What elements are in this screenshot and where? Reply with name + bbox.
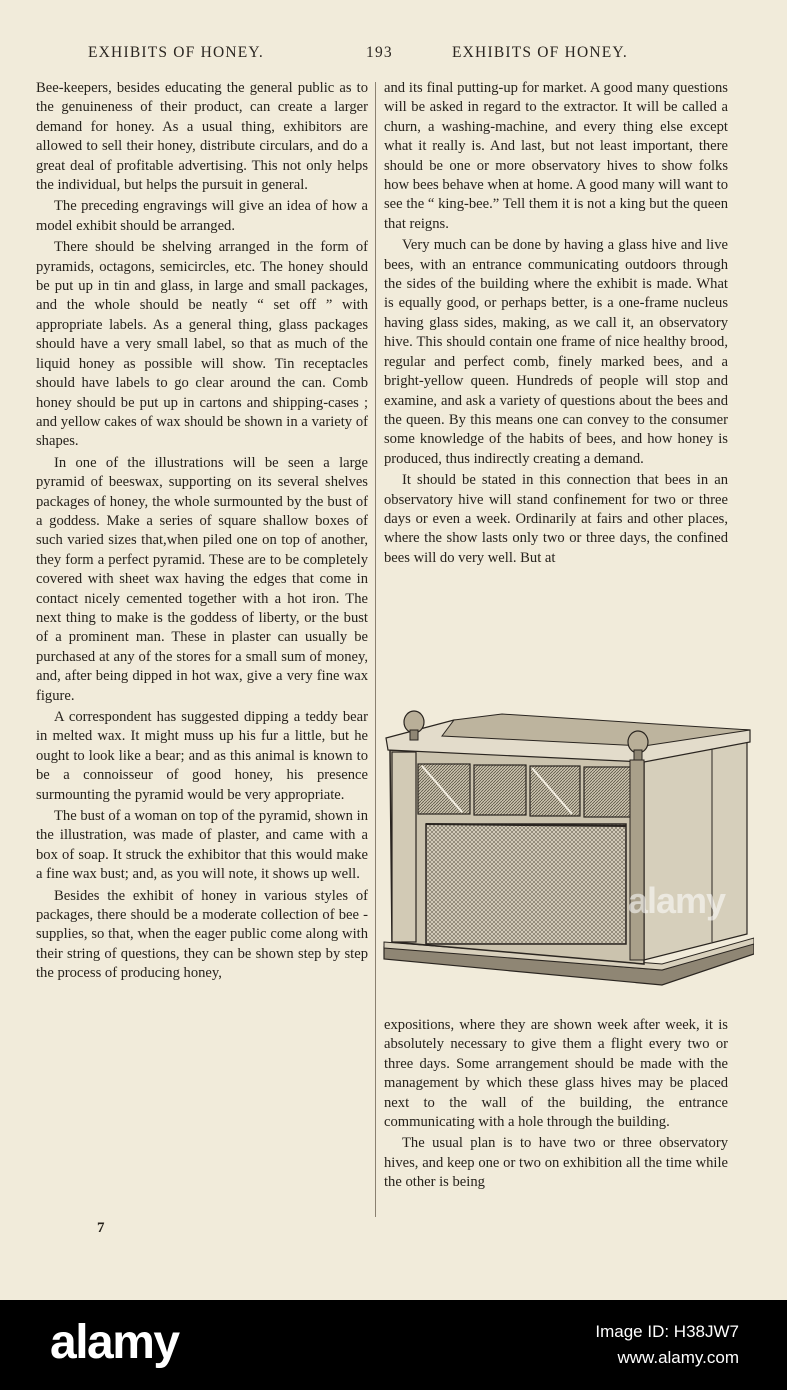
paragraph: In one of the illustrations will be seen a large pyramid of beeswax, supporting on its several shelves packages of honey, the whole surmounted by the bust of a goddess. Make a series of square shallow boxes of such varied sizes that,when piled one on top of another, they form a perfect pyramid. These are to be completely covered with sheet wax having the edges that come in contact nicely cemented together with a hot iron. The next thing to make is the goddess of liberty, or the bust of a prominent man. These in plaster can usually be purchased at any of the stores for a small sum of money, and, after being dipped in hot wax, give a very fine wax figure.: [36, 454, 368, 704]
paragraph: The usual plan is to have two or three observatory hives, and keep one or two on exhibition all the time while the other is being: [384, 1135, 728, 1191]
signature-mark: 7: [97, 1220, 105, 1236]
right-column-top: [384, 79, 728, 568]
observatory-hive-engraving: [382, 702, 754, 1004]
brand-logo[interactable]: alamy: [50, 1316, 179, 1369]
page-number: 193: [366, 44, 393, 61]
paragraph: The bust of a woman on top of the pyramid, shown in the illustration, was made of plaster, and came with a box of soap. It struck the exhibitor that this would make a fine wax bust; and, as you will note, it shows up well.: [36, 808, 368, 883]
paragraph: Very much can be done by having a glass hive and live bees, with an entrance communicating outdoors through the sides of the building where the exhibit is made. What is equally good, or perhaps better, is a one-frame nucleus having glass sides, making, as we call it, an observatory hive. This should contain one frame of nice healthy brood, regular and perfect comb, finely marked bees, and a bright-yellow queen. Hundreds of people will stop and examine, and ask a variety of questions about the bees and the queen. By this means one can convey to the consumer some knowledge of the habits of bees, and how honey is produced, thus indirectly creating a demand.: [384, 237, 728, 467]
paragraph: The preceding engravings will give an idea of how a model exhibit should be arranged.: [36, 198, 368, 234]
watermark-text: alamy: [628, 880, 726, 921]
paragraph: A correspondent has suggested dipping a teddy bear in melted wax. It might muss up his fur a little, but he ought to look like a bear; and as this animal is known to be a connoisseur of good honey, his presence surmounting the pyramid would be very appropriate.: [36, 709, 368, 803]
paragraph: Bee-keepers, besides educating the general public as to the genuineness of their product, can create a larger demand for honey. As a usual thing, exhibitors are allowed to sell their honey, distribute circulars, and do a great deal of profitable advertising. This not only helps the individual, but helps the pursuit in general.: [36, 80, 368, 194]
brand-url-link[interactable]: www.alamy.com: [617, 1348, 739, 1367]
left-column: [36, 79, 368, 984]
paragraph: Besides the exhibit of honey in various styles of packages, there should be a moderate collection of bee - supplies, so that, when the eager public come along with their string of questions, they can be shown step by step the process of producing honey,: [36, 887, 368, 982]
running-head-right: EXHIBITS OF HONEY.: [452, 44, 628, 61]
image-id: Image ID: H38JW7: [595, 1322, 739, 1341]
right-column-bottom: [384, 1016, 728, 1193]
paragraph: It should be stated in this connection that bees in an observatory hive will stand confinement for two or three days or even a week. Ordinarily at fairs and other places, where the show lasts only two or three days, the confined bees will do very well. But at: [384, 472, 728, 566]
paragraph: There should be shelving arranged in the form of pyramids, octagons, semicircles, etc. The honey should be put up in tin and glass, in large and small packages, and the whole should be neatly “ set off ” with appropriate labels. As a general thing, glass packages should have a very small label, so that as much of the liquid honey as possible will show. Tin receptacles should have labels to go clear around the can. Comb honey should be put up in cartons and shipping-cases ; and yellow cakes of wax should be shown in a variety of shapes.: [36, 239, 368, 450]
observatory-hive-illustration: [382, 702, 754, 1004]
paragraph: and its final putting-up for market. A good many questions will be asked in regard to the extractor. It will be called a churn, a washing-machine, and every thing else except what it really is. And last, but not least important, there should be one or more observatory hives to show folks how bees behave when at home. A good many will want to see the “ king-bee.” Tell them it is not a king but the queen that reigns.: [384, 80, 728, 232]
paragraph: expositions, where they are shown week after week, it is absolutely necessary to give them a flight every two or three days. Some arrangement should be made with the management by which these glass hives may be placed next to the wall of the building, the entrance communicating with a hole through the building.: [384, 1017, 728, 1131]
running-head-left: EXHIBITS OF HONEY.: [88, 44, 264, 61]
column-divider: [375, 82, 376, 1217]
